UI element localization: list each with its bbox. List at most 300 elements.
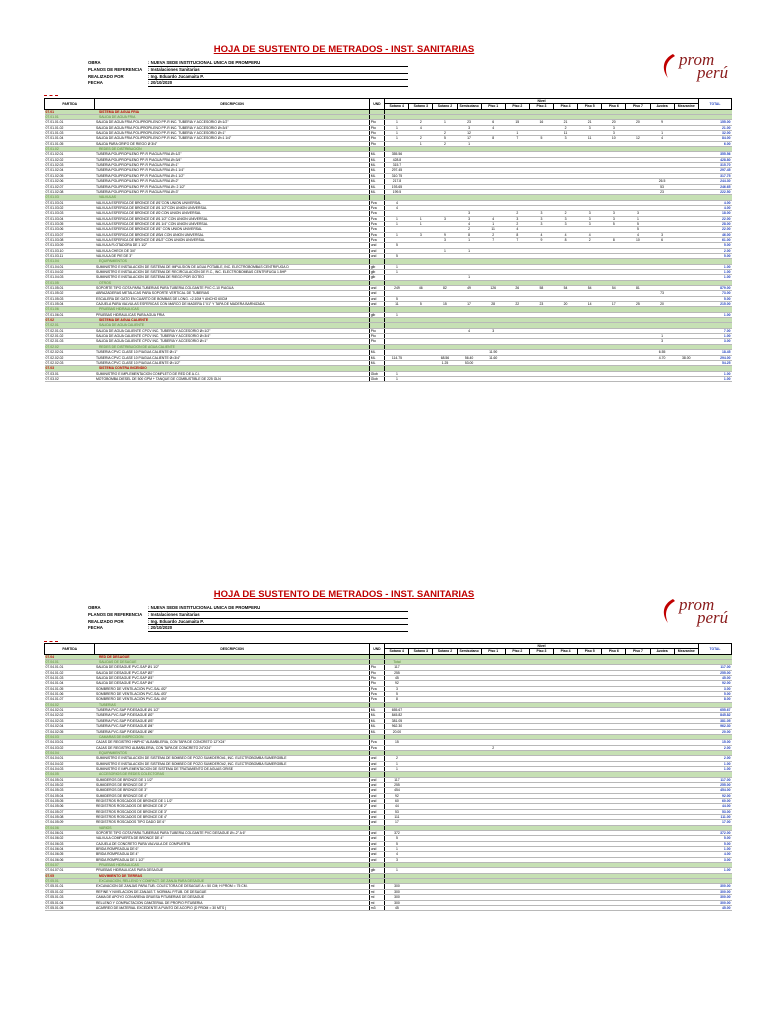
cell-partida: 07.04.05.07 xyxy=(45,809,95,814)
cell-partida: 07.04.06.06 xyxy=(45,857,95,862)
cell-descripcion: SOMBRERO DE VENTILACIÓN PVC-SAL Ø4" xyxy=(95,697,369,702)
cell-level-qty: 3 xyxy=(602,131,626,136)
cell-descripcion: TUBERIA CPVC CLASE 10 P/AGUA CALIENTE Ø=3/4" xyxy=(95,355,369,360)
cell-partida: 07.04.02.05 xyxy=(45,729,95,734)
cell-descripcion: SUMINISTRO E INSTALACION DE SISTEMA DE RECIRCULACIÓN DE R.C., INC. ELECTROBOMBAS CENTRIFUGA 1.5HP xyxy=(95,270,369,275)
header-info-label: REALIZADO POR xyxy=(88,73,124,79)
cell-und: ml xyxy=(369,884,384,889)
cell-level-qty: 1 xyxy=(650,131,674,136)
cell-partida: 07.04.05.03 xyxy=(45,788,95,793)
cell-level-qty: 300 xyxy=(385,895,409,900)
cell-level-qty: 16 xyxy=(529,120,553,125)
cell-level-qty: 5 xyxy=(385,692,409,697)
col-header-level: Sotano 4 xyxy=(385,649,409,654)
cell-partida: 07.01.02.03 xyxy=(45,163,95,168)
cell-level-qty: 25 xyxy=(626,302,650,307)
header-info-label: PLANOS DE REFERENCIA xyxy=(88,611,143,617)
cell-descripcion: SALIDA DE AGUA FRIA POLIPROPILENO PP-R INC. TUBERIA Y ACCESORIO Ø=1/2" xyxy=(95,120,369,125)
cell-descripcion: VALVULA ESFERICA DE BRONCE DE Ø1/2" CON UNION UNIVERSAL xyxy=(95,237,369,242)
cell-level-qty: 49 xyxy=(457,286,481,291)
cell-level-qty: 1 xyxy=(409,141,433,146)
cell-partida: 07.01.02.02 xyxy=(45,157,95,162)
cell-partida: 07.04.05.02 xyxy=(45,782,95,787)
cell-level-qty xyxy=(457,905,481,910)
cell-level-qty xyxy=(650,376,674,381)
cell-und: ML xyxy=(369,718,384,723)
header-info-row xyxy=(88,74,408,81)
cell-descripcion: CAJAS DE REGISTRO ALBAÑILERIA, CON TAPA DE CONCRETO 24"X24" xyxy=(95,745,369,750)
cell-level-qty: 1 xyxy=(457,275,481,280)
cell-partida: 07.03 xyxy=(45,366,95,371)
cell-level-qty: 315.7 xyxy=(385,163,409,168)
cell-level-qty: 3 xyxy=(650,232,674,237)
col-header-level: Piso 3 xyxy=(529,104,553,109)
cell-level-qty: 15 xyxy=(505,120,529,125)
cell-partida: 07.04.01.03 xyxy=(45,676,95,681)
cell-level-qty: 2 xyxy=(554,125,578,130)
cell-und: ML xyxy=(369,189,384,194)
cell-level-qty: 5 xyxy=(433,136,457,141)
cell-partida: 07.04.07 xyxy=(45,863,95,868)
cell-level-qty: 10 xyxy=(602,136,626,141)
cell-und: und xyxy=(369,766,384,771)
cell-level-qty: 5 xyxy=(385,253,409,258)
col-header-level: Piso 2 xyxy=(505,104,529,109)
print-area-marker xyxy=(44,95,58,96)
cell-level-qty: 5 xyxy=(385,836,409,841)
cell-descripcion: CAMARAS DE INSPECCION xyxy=(95,734,369,739)
cell-und: und xyxy=(369,296,384,301)
cell-und: ml xyxy=(369,895,384,900)
col-header-total: TOTAL xyxy=(698,99,731,110)
cell-level-qty xyxy=(674,905,698,910)
cell-partida: 07.01.04 xyxy=(45,259,95,264)
cell-total: 372.00 xyxy=(698,831,731,836)
cell-level-qty: 53.00 xyxy=(457,360,481,365)
cell-und: Pto xyxy=(369,136,384,141)
cell-total: 315.70 xyxy=(698,163,731,168)
cell-level-qty: 217.8 xyxy=(385,179,409,184)
cell-descripcion: MOVIMIENTO DE TIERRAS xyxy=(95,873,369,878)
cell-level-qty: 5 xyxy=(529,136,553,141)
cell-level-qty: 28 xyxy=(481,302,505,307)
cell-partida: 07.01.05.04 xyxy=(45,302,95,307)
cell-level-qty: 1 xyxy=(385,221,409,226)
cell-descripcion: VALVULA ESFERICA DE BRONCE DE Ø1 1/2"CON UNION UNIVERSAL xyxy=(95,205,369,210)
cell-und: ML xyxy=(369,179,384,184)
cell-descripcion: SISTEMA DE AGUA FRIA xyxy=(95,109,369,114)
cell-partida: 07.04.04.02 xyxy=(45,761,95,766)
cell-descripcion: VALVULA COMPUERTA DE BRONCE DE 4" xyxy=(95,836,369,841)
cell-partida: 07.01.01.01 xyxy=(45,120,95,125)
cell-level-qty: 2 xyxy=(433,141,457,146)
cell-partida: 07.01.02.01 xyxy=(45,152,95,157)
cell-level-qty: 9 xyxy=(433,232,457,237)
cell-descripcion: OTROS xyxy=(95,280,369,285)
col-header-total: TOTAL xyxy=(698,644,731,655)
cell-partida: 07.01.01.03 xyxy=(45,131,95,136)
cell-descripcion: CAJAS DE REGISTRO HNPHC" ALBAÑILERIA, CON TAPA DE CONCRETO 12"X24" xyxy=(95,740,369,745)
cell-und: ml xyxy=(369,900,384,905)
cell-und: Pza xyxy=(369,205,384,210)
cell-level-qty xyxy=(554,905,578,910)
cell-total: 300.00 xyxy=(698,900,731,905)
cell-partida: 07.04.06.01 xyxy=(45,831,95,836)
cell-und: und xyxy=(369,847,384,852)
cell-total: 22.00 xyxy=(698,227,731,232)
cell-und: und xyxy=(369,756,384,761)
cell-partida: 07.01.04.01 xyxy=(45,264,95,269)
cell-descripcion: VALVULAS xyxy=(95,195,369,200)
cell-total: 317.75 xyxy=(698,173,731,178)
cell-level-qty: 20 xyxy=(626,120,650,125)
cell-partida: 07.03.01 xyxy=(45,371,95,376)
cell-partida: 07.01.06.01 xyxy=(45,312,95,317)
cell-level-qty: 3 xyxy=(433,237,457,242)
cell-und: ML xyxy=(369,355,384,360)
cell-level-qty: 655.67 xyxy=(385,708,409,713)
cell-level-qty: 3 xyxy=(433,216,457,221)
cell-total: 300.00 xyxy=(698,895,731,900)
cell-descripcion: BRIDA ROMPEAGUA DE 1 1/2" xyxy=(95,857,369,862)
cell-descripcion: REGISTROS ROSCADOS DE BRONCE DE 1 1/2" xyxy=(95,798,369,803)
cell-total: 61.00 xyxy=(698,237,731,242)
cell-und: und xyxy=(369,286,384,291)
cell-partida: 07.02.01.03 xyxy=(45,339,95,344)
cell-level-qty: 17 xyxy=(385,820,409,825)
cell-level-qty: 117 xyxy=(385,665,409,670)
cell-descripcion: TUBERIAS xyxy=(95,702,369,707)
cell-level-qty: 53 xyxy=(385,809,409,814)
cell-level-qty: 4 xyxy=(457,328,481,333)
cell-descripcion: SUMIDEROS DE BRONCE DE 2" xyxy=(95,782,369,787)
cell-descripcion: VALVULA ESFERICA DE BRONCE DE Ø1 1/2" CON UNION UNIVERSAL xyxy=(95,216,369,221)
cell-partida: 07.01.02.07 xyxy=(45,184,95,189)
cell-descripcion: BRIDA ROMPEAGUA DE 6" xyxy=(95,847,369,852)
cell-total: 111.00 xyxy=(698,815,731,820)
cell-level-qty xyxy=(554,376,578,381)
cell-und: Pza xyxy=(369,745,384,750)
cell-descripcion: BRIDA ROMPEAGUA DE 4" xyxy=(95,852,369,857)
cell-und: und xyxy=(369,761,384,766)
cell-und: Pto xyxy=(369,125,384,130)
cell-partida: 07.04.07.01 xyxy=(45,868,95,873)
cell-level-qty: 1 xyxy=(385,766,409,771)
cell-level-qty: 300 xyxy=(385,884,409,889)
cell-und: glb xyxy=(369,270,384,275)
cell-descripcion: TUBERIA POLIPROPILENO PP-R P/AGUA FRIA Ø=1 1/2" xyxy=(95,173,369,178)
cell-partida: 07.04 xyxy=(45,654,95,659)
cell-level-qty: 92 xyxy=(385,681,409,686)
cell-level-qty: 11.60 xyxy=(481,355,505,360)
cell-level-qty: 845.82 xyxy=(385,713,409,718)
cell-total: 215.00 xyxy=(698,302,731,307)
cell-und: Pto xyxy=(369,120,384,125)
col-header-level: Piso 1 xyxy=(481,104,505,109)
cell-descripcion: REDES DE DISTRIBUCION DE AGUA CALIENTE xyxy=(95,344,369,349)
cell-level-qty: 454 xyxy=(385,788,409,793)
cell-partida: 07.04.01 xyxy=(45,660,95,665)
cell-total: 255.00 xyxy=(698,670,731,675)
cell-level-qty: 23 xyxy=(650,189,674,194)
col-header-level: Semisotano xyxy=(457,104,481,109)
cell-partida: 07.01.03.11 xyxy=(45,253,95,258)
cell-level-qty: 20 xyxy=(650,302,674,307)
cell-level-qty: 12 xyxy=(457,131,481,136)
cell-und: ML xyxy=(369,724,384,729)
cell-descripcion: PRUEBAS HIDRAULICAS PARA DESAGUE xyxy=(95,868,369,873)
cell-partida: 07.02.01.01 xyxy=(45,328,95,333)
cell-level-qty: 46 xyxy=(409,286,433,291)
cell-descripcion: SOMBRERO DE VENTILACIÓN PVC-SAL Ø2" xyxy=(95,686,369,691)
cell-level-qty xyxy=(505,905,529,910)
cell-total: 246.65 xyxy=(698,184,731,189)
cell-descripcion: SUMINISTRO E INSTALACION DE SISTEMA DE BOMBEO DE POZO SUMIDERO#2, INC. ELECTROBOMBA SUMERGIBLE xyxy=(95,761,369,766)
cell-level-qty: 6 xyxy=(650,237,674,242)
cell-level-qty: 44 xyxy=(385,804,409,809)
cell-level-qty: 7 xyxy=(505,237,529,242)
cell-partida: 07.04.01.01 xyxy=(45,665,95,670)
logo-text-peru: perú xyxy=(697,608,729,627)
cell-level-qty xyxy=(602,905,626,910)
cell-total: 244.30 xyxy=(698,179,731,184)
cell-level-qty: 22 xyxy=(505,302,529,307)
cell-level-qty: 1 xyxy=(385,761,409,766)
cell-level-qty xyxy=(433,905,457,910)
cell-und: Glob xyxy=(369,376,384,381)
cell-und: glb xyxy=(369,868,384,873)
cell-descripcion: EXCAVACION, RELLENO Y COMPACT. DE ZANJA PARA DESAGUE xyxy=(95,879,369,884)
cell-level-qty: 2 xyxy=(457,227,481,232)
cell-level-qty: 1 xyxy=(385,264,409,269)
cell-level-qty: 3 xyxy=(578,211,602,216)
cell-level-qty: 6.55 xyxy=(650,350,674,355)
cell-und: und xyxy=(369,804,384,809)
cell-level-qty: 53 xyxy=(650,184,674,189)
cell-level-qty: 21 xyxy=(578,120,602,125)
cell-partida: 07.04.01.06 xyxy=(45,692,95,697)
cell-descripcion: ACCESORIOS DE REDES COLECTORAS xyxy=(95,772,369,777)
cell-und: Pto xyxy=(369,665,384,670)
cell-level-qty: 5 xyxy=(385,243,409,248)
cell-partida: 07.04.05.06 xyxy=(45,804,95,809)
cell-partida: 07.04.01.02 xyxy=(45,670,95,675)
cell-descripcion: SALIDA DE DESAGUE PVC-SAP Ø2" xyxy=(95,670,369,675)
cell-level-qty: 3 xyxy=(457,216,481,221)
cell-descripcion: TUBERIA POLIPROPILENO PP-R P/AGUA FRIA Ø=3/4" xyxy=(95,157,369,162)
cell-und: Pza xyxy=(369,200,384,205)
cell-total: 117.00 xyxy=(698,777,731,782)
cell-total: 54.25 xyxy=(698,360,731,365)
cell-partida: 07.04.06.05 xyxy=(45,852,95,857)
cell-partida: 07.04.04.03 xyxy=(45,766,95,771)
cell-level-qty: 372 xyxy=(385,831,409,836)
cell-und: glb xyxy=(369,275,384,280)
cell-descripcion: VALVULA ESFERICA DE BRONCE DE Ø1 1/4" CON UNION UNIVERSAL xyxy=(95,221,369,226)
cell-level-qty xyxy=(481,376,505,381)
cell-level-qty: 45 xyxy=(385,676,409,681)
cell-und: ML xyxy=(369,163,384,168)
cell-level-qty: 4.70 xyxy=(650,355,674,360)
cell-und: ML xyxy=(369,350,384,355)
cell-und: Pza xyxy=(369,237,384,242)
cell-total: 28.00 xyxy=(698,221,731,226)
cell-level-qty: 300 xyxy=(385,889,409,894)
col-header-level: Mezzanine xyxy=(674,649,698,654)
cell-descripcion: TUBERIA POLIPROPILENO PP-R P/AGUA FRIA Ø=2" xyxy=(95,179,369,184)
logo-swoosh-icon xyxy=(659,598,677,624)
cell-level-qty: 23 xyxy=(457,120,481,125)
cell-level-qty xyxy=(409,905,433,910)
cell-descripcion: TUBERIA POLIPROPILENO PP-R P/AGUA FRIA Ø=1 1/4" xyxy=(95,168,369,173)
col-header-level: Azotea xyxy=(650,104,674,109)
cell-level-qty: 8 xyxy=(505,232,529,237)
cell-partida: 07.04.02.02 xyxy=(45,713,95,718)
cell-level-qty: 20 xyxy=(554,302,578,307)
cell-level-qty: 11 xyxy=(554,131,578,136)
cell-level-qty: 3 xyxy=(409,232,433,237)
cell-und: Pto xyxy=(369,681,384,686)
cell-level-qty: 56.40 xyxy=(457,355,481,360)
cell-und: und xyxy=(369,831,384,836)
cell-partida: 07.04.02.03 xyxy=(45,718,95,723)
cell-level-qty: 1 xyxy=(385,376,409,381)
cell-partida: 07.01.05.02 xyxy=(45,291,95,296)
cell-total: 255.00 xyxy=(698,782,731,787)
cell-level-qty: 3 xyxy=(457,125,481,130)
cell-level-qty: 2 xyxy=(481,745,505,750)
header-info-row xyxy=(88,605,408,612)
cell-descripcion: SALIDA DE AGUA CALIENTE CPCV INC. TUBERIA Y ACCESORIO Ø=1" xyxy=(95,339,369,344)
cell-und: m3 xyxy=(369,905,384,910)
cell-descripcion: VALVULA ESFERICA DE BRONCE DE Ø3/4 CON UNION UNIVERSAL xyxy=(95,232,369,237)
header-info-row xyxy=(88,80,408,87)
cell-descripcion: ACARREO DE MATERIAL EXCEDENTE A PUNTO DE ACOPIO (D PROM = 30 MTS ) xyxy=(95,905,369,910)
col-header-level: Piso 2 xyxy=(505,649,529,654)
cell-descripcion: PRUEBAS HIDRAULICAS xyxy=(95,863,369,868)
cell-total: 5.00 xyxy=(698,836,731,841)
cell-descripcion: SUMINISTRO E INSTALACION DE SISTEMA DE BOMBEO DE POZO SUMIDERO#1, INC. ELECTROBOMBA SUMERGIBLE xyxy=(95,756,369,761)
cell-descripcion: REGISTROS ROSCADOS DE BRONCE DE 2" xyxy=(95,804,369,809)
cell-descripcion: SALIDA DE AGUA CALIENTE xyxy=(95,323,369,328)
cell-und: Pto xyxy=(369,339,384,344)
cell-level-qty: 1 xyxy=(457,237,481,242)
cell-level-qty: 5 xyxy=(626,227,650,232)
cell-total: 962.30 xyxy=(698,724,731,729)
col-header-level: Sotano 3 xyxy=(409,649,433,654)
logo-text-prom: prom xyxy=(679,50,715,69)
cell-descripcion: TUBERIA PVC-SAP P/DESAGUE Ø1 1/2" xyxy=(95,708,369,713)
col-header-level: Sotano 2 xyxy=(433,649,457,654)
cell-level-qty: 26 xyxy=(505,286,529,291)
cell-partida: 07.01.04.03 xyxy=(45,275,95,280)
cell-level-qty: 1 xyxy=(409,221,433,226)
cell-level-qty: 73 xyxy=(650,291,674,296)
cell-level-qty xyxy=(626,376,650,381)
cell-total: 4.00 xyxy=(698,205,731,210)
cell-total: 5.00 xyxy=(698,243,731,248)
col-header-level: Sotano 4 xyxy=(385,104,409,109)
cell-partida: 07.01.06 xyxy=(45,307,95,312)
cell-und: und xyxy=(369,788,384,793)
cell-descripcion: SOPORTE TIPO GOTA PARA TUBERIAS PARA TUBERIA COLGANTE PVC C-10 P/AGUA xyxy=(95,286,369,291)
cell-level-qty: 2 xyxy=(409,120,433,125)
cell-total: 3.00 xyxy=(698,857,731,862)
cell-partida: 07.01.02 xyxy=(45,147,95,152)
cell-und: ML xyxy=(369,173,384,178)
cell-level-qty: 3 xyxy=(578,216,602,221)
cell-descripcion: VARIOS xyxy=(95,825,369,830)
cell-descripcion: SOPORTE TIPO GOTA PARA TUBERIAS PARA TUBERIA COLGANTE PVC DESAGUE Ø=-2" A 6" xyxy=(95,831,369,836)
cell-level-qty: 3 xyxy=(505,216,529,221)
col-header-level: Piso 7 xyxy=(626,649,650,654)
col-header-level: Sotano 2 xyxy=(433,104,457,109)
cell-level-qty: 1 xyxy=(385,868,409,873)
cell-level-qty: 2 xyxy=(505,211,529,216)
cell-level-qty: 4 xyxy=(385,200,409,205)
cell-level-qty: 54 xyxy=(554,286,578,291)
cell-total: 53.00 xyxy=(698,809,731,814)
cell-descripcion: REFINE Y NIVELACION DE ZANJAS T. NORMAL P/TUB. DE DESAGUE xyxy=(95,889,369,894)
cell-partida: 07.01.01 xyxy=(45,115,95,120)
cell-partida: 07.01.03.02 xyxy=(45,205,95,210)
cell-partida: 07.02 xyxy=(45,318,95,323)
cell-total: 655.67 xyxy=(698,708,731,713)
cell-level-qty: 1.25 xyxy=(433,360,457,365)
cell-descripcion: TUBERIA POLIPROPILENO PP-R P/AGUA FRIA Ø=1" xyxy=(95,163,369,168)
header-info-value: : Ing. Eduardo Jucamaita P. xyxy=(148,619,408,626)
cell-descripcion: PRUEBAS HIDRAULICAS xyxy=(95,307,369,312)
cell-total: 300.00 xyxy=(698,884,731,889)
cell-partida: 07.04.04.01 xyxy=(45,756,95,761)
cell-level-qty: 310.75 xyxy=(385,173,409,178)
cell-partida: 07.03.02 xyxy=(45,376,95,381)
col-header-descripcion: DESCRIPCION xyxy=(95,99,369,110)
cell-und: Pto xyxy=(369,676,384,681)
cell-level-qty: 1 xyxy=(385,270,409,275)
cell-descripcion: SALIDA DE AGUA CALIENTE CPCV INC. TUBERIA Y ACCESORIO Ø=3/4" xyxy=(95,334,369,339)
cell-level-qty: 381.05 xyxy=(385,718,409,723)
cell-total: 84.00 xyxy=(698,136,731,141)
cell-descripcion: EQUIPAMIENTOS xyxy=(95,259,369,264)
cell-level-qty: 20.00 xyxy=(385,729,409,734)
cell-und: glb xyxy=(369,264,384,269)
cell-partida: 07.04.06.03 xyxy=(45,841,95,846)
cell-level-qty: 4 xyxy=(481,125,505,130)
header-info xyxy=(88,605,408,632)
cell-und: und xyxy=(369,809,384,814)
col-header-level: Piso 5 xyxy=(578,104,602,109)
cell-level-qty: 117 xyxy=(385,777,409,782)
cell-total: 5.00 xyxy=(698,841,731,846)
cell-level-qty: 11 xyxy=(481,227,505,232)
logo-text-prom: prom xyxy=(679,595,715,614)
cell-level-qty: 355.56 xyxy=(385,152,409,157)
cell-level-qty: 10 xyxy=(626,237,650,242)
cell-partida: 07.01.03.09 xyxy=(45,243,95,248)
cell-total: 22.00 xyxy=(698,216,731,221)
col-header-level: Piso 4 xyxy=(554,104,578,109)
cell-descripcion: REGISTROS ROSCADOS TIPO DADO DE 6" xyxy=(95,820,369,825)
cell-descripcion: SISTEMA CONTRA INCENDIO xyxy=(95,366,369,371)
cell-level-qty: 4 xyxy=(578,232,602,237)
cell-partida: 07.05 xyxy=(45,873,95,878)
cell-level-qty xyxy=(529,376,553,381)
col-header-partida: PARTIDA xyxy=(45,644,95,655)
cell-und: Glob xyxy=(369,371,384,376)
cell-total: 381.05 xyxy=(698,718,731,723)
cell-level-qty: 3 xyxy=(602,211,626,216)
